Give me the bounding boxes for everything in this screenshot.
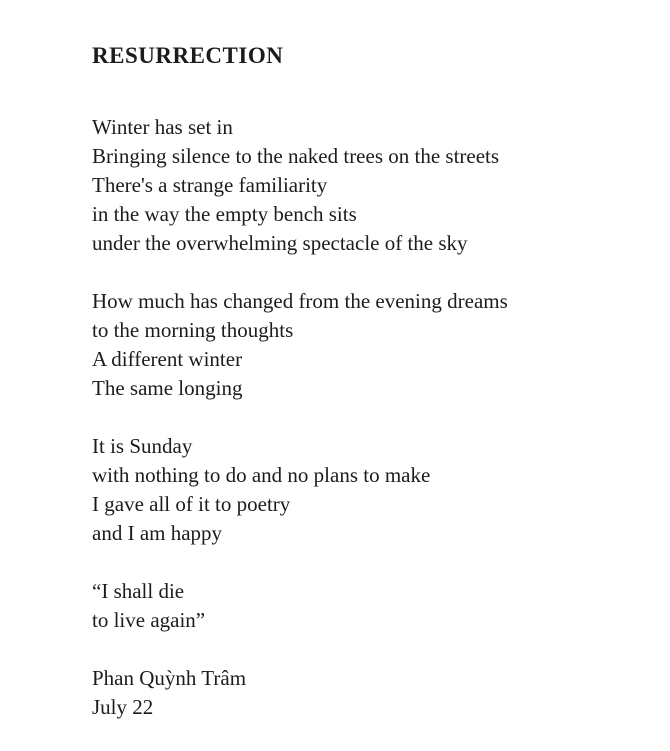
stanza-1 — [92, 113, 650, 258]
stanza-4 — [92, 577, 650, 635]
poem-line: A different winter — [92, 347, 243, 371]
poem-line: The same longing — [92, 376, 243, 400]
stanza-3 — [92, 432, 650, 548]
poem-title: RESURRECTION — [92, 43, 284, 68]
poem-line: There's a strange familiarity — [92, 173, 328, 197]
poem-line: to the morning thoughts — [92, 318, 294, 342]
poem-line: in the way the empty bench sits — [92, 202, 357, 226]
poem-line: to live again” — [92, 608, 206, 632]
poem-line: with nothing to do and no plans to make — [92, 463, 431, 487]
poem-line: It is Sunday — [92, 434, 193, 458]
poem-line: Bringing silence to the naked trees on the streets — [92, 144, 500, 168]
poem-line: “I shall die — [92, 579, 185, 603]
poem-line: How much has changed from the evening dreams — [92, 289, 508, 313]
poem-line: I gave all of it to poetry — [92, 492, 291, 516]
poem-date: July 22 — [92, 695, 154, 719]
poem-signature — [92, 664, 650, 722]
stanza-2 — [92, 287, 650, 403]
author-name: Phan Quỳnh Trâm — [92, 666, 247, 690]
poem-line: and I am happy — [92, 521, 223, 545]
poem-line: Winter has set in — [92, 115, 233, 139]
poem-line: under the overwhelming spectacle of the sky — [92, 231, 468, 255]
